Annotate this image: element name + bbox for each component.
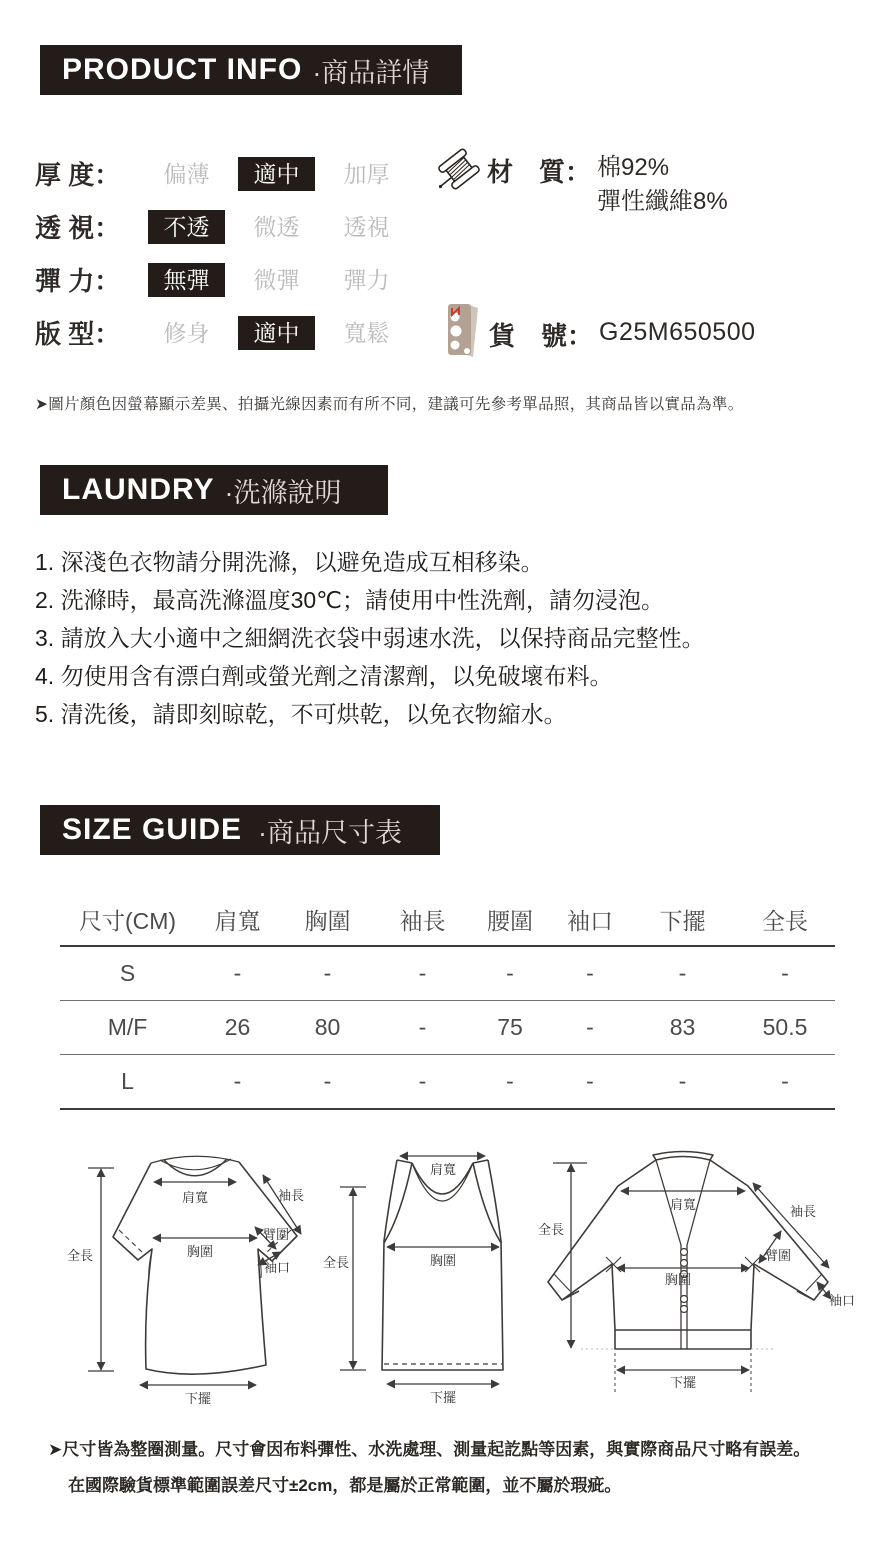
cardigan-cuff-label: 袖口 [829, 1293, 856, 1308]
tank-chest-label: 胸圍 [429, 1253, 457, 1268]
size-col-header: 尺寸(CM) [60, 893, 195, 946]
attr-option-selected: 適中 [238, 316, 315, 350]
cardigan-chest-label: 胸圍 [664, 1272, 692, 1287]
tshirt-hem-label: 下擺 [184, 1391, 212, 1406]
tank-hem-label: 下擺 [429, 1390, 457, 1405]
attr-option-selected: 不透 [148, 210, 225, 244]
attr-label-sheerness: 透 視： [35, 213, 121, 243]
tshirt-shoulder-label: 肩寬 [181, 1190, 209, 1205]
attr-label-fit: 版 型： [35, 319, 121, 349]
size-col-header: 下擺 [630, 893, 735, 946]
size-cell: - [280, 1055, 375, 1110]
clothing-tag-icon [443, 300, 483, 365]
size-guide-title-en: SIZE GUIDE [62, 813, 243, 846]
attr-option: 修身 [163, 319, 210, 346]
tshirt-arm-label: 臂圍 [263, 1227, 290, 1242]
material-line2: 彈性纖維8% [597, 188, 728, 215]
size-col-header: 腰圍 [470, 893, 550, 946]
size-cell: S [60, 946, 195, 1001]
attr-row-thickness [35, 147, 405, 200]
item-number-row [443, 300, 756, 365]
size-table-header-row [60, 893, 835, 946]
tshirt-cuff-label: 袖口 [264, 1260, 291, 1275]
size-col-header: 全長 [735, 893, 835, 946]
size-cell: 83 [630, 1001, 735, 1055]
size-col-header: 袖口 [550, 893, 630, 946]
attr-option: 寬鬆 [343, 319, 390, 346]
tshirt-measurement-diagram [55, 1138, 335, 1428]
size-cell: M/F [60, 1001, 195, 1055]
size-cell: - [375, 1001, 470, 1055]
size-disclaimer-line2: 在國際驗貨標準範圍誤差尺寸±2cm，都是屬於正常範圍，並不屬於瑕疵。 [68, 1476, 622, 1495]
attr-option-selected: 無彈 [148, 263, 225, 297]
laundry-instruction: 4. 勿使用含有漂白劑或螢光劑之清潔劑，以免破壞布料。 [35, 663, 613, 689]
tshirt-sleeve-label: 袖長 [278, 1188, 305, 1203]
size-cell: - [470, 1055, 550, 1110]
size-table-row-l [60, 1055, 835, 1110]
size-table-row-s [60, 946, 835, 1001]
cardigan-measurement-diagram [523, 1133, 858, 1433]
attr-option: 微透 [253, 213, 300, 240]
attr-option: 微彈 [253, 266, 300, 293]
size-col-header: 肩寬 [195, 893, 280, 946]
laundry-instruction-list [35, 543, 705, 733]
size-cell: - [630, 946, 735, 1001]
laundry-instruction: 3. 請放入大小適中之細網洗衣袋中弱速水洗，以保持商品完整性。 [35, 625, 705, 651]
tank-full-length-label: 全長 [323, 1255, 350, 1270]
laundry-instruction: 2. 洗滌時，最高洗滌溫度30℃；請使用中性洗劑，請勿浸泡。 [35, 587, 664, 613]
attribute-list [35, 147, 405, 359]
attr-option: 加厚 [343, 160, 390, 187]
tank-shoulder-label: 肩寬 [429, 1162, 457, 1177]
size-cell: - [735, 1055, 835, 1110]
attr-row-sheerness [35, 200, 405, 253]
attr-label-thickness: 厚 度： [35, 160, 121, 190]
laundry-title-zh: ·洗滌說明 [224, 477, 342, 508]
cardigan-arm-label: 臂圍 [765, 1248, 792, 1263]
size-cell: - [550, 1055, 630, 1110]
size-cell: - [550, 1001, 630, 1055]
laundry-instruction: 1. 深淺色衣物請分開洗滌，以避免造成互相移染。 [35, 549, 544, 575]
size-cell: - [470, 946, 550, 1001]
size-cell: 50.5 [735, 1001, 835, 1055]
attr-option-selected: 適中 [238, 157, 315, 191]
attr-row-stretch [35, 253, 405, 306]
product-info-title-en: PRODUCT INFO [62, 53, 303, 86]
thread-spool-icon [437, 148, 481, 197]
size-cell: 80 [280, 1001, 375, 1055]
size-table [60, 893, 835, 1110]
attr-option: 彈力 [343, 266, 390, 293]
size-cell: 75 [470, 1001, 550, 1055]
color-disclaimer-note: ➤圖片顏色因螢幕顯示差異、拍攝光線因素而有所不同，建議可先參考單品照，其商品皆以實品為準。 [35, 396, 744, 413]
product-info-title-zh: ·商品詳情 [312, 57, 430, 88]
laundry-title-en: LAUNDRY [62, 473, 215, 506]
size-guide-title-zh: ·商品尺寸表 [258, 817, 403, 848]
size-col-header: 胸圍 [280, 893, 375, 946]
tshirt-chest-label: 胸圍 [186, 1244, 214, 1259]
laundry-instruction: 5. 清洗後，請即刻晾乾，不可烘乾，以免衣物縮水。 [35, 701, 567, 727]
size-cell: 26 [195, 1001, 280, 1055]
size-cell: - [630, 1055, 735, 1110]
size-cell: L [60, 1055, 195, 1110]
item-number-value: G25M650500 [599, 318, 756, 346]
tshirt-full-length-label: 全長 [67, 1248, 94, 1263]
material-label: 材 質： [487, 157, 592, 187]
size-disclaimer-line1: ➤尺寸皆為整圈測量。尺寸會因布料彈性、水洗處理、測量起訖點等因素，與實際商品尺寸略有誤差。 [48, 1440, 811, 1459]
size-cell: - [735, 946, 835, 1001]
attr-option: 偏薄 [163, 160, 210, 187]
laundry-header [40, 465, 388, 515]
size-cell: - [375, 946, 470, 1001]
size-cell: - [195, 946, 280, 1001]
cardigan-hem-label: 下擺 [669, 1375, 697, 1390]
tank-top-measurement-diagram [318, 1140, 533, 1430]
size-col-header: 袖長 [375, 893, 470, 946]
size-table-row-mf [60, 1001, 835, 1055]
attr-row-fit [35, 306, 405, 359]
attr-option: 透視 [343, 213, 390, 240]
material-value [597, 151, 728, 219]
size-cell: - [195, 1055, 280, 1110]
size-cell: - [280, 946, 375, 1001]
product-info-header [40, 45, 462, 95]
cardigan-sleeve-label: 袖長 [790, 1204, 817, 1219]
size-disclaimer-note [48, 1432, 810, 1504]
attr-label-stretch: 彈 力： [35, 266, 121, 296]
size-guide-header [40, 805, 440, 855]
item-number-label: 貨 號： [489, 321, 594, 351]
material-row [437, 148, 728, 219]
material-line1: 棉92% [597, 154, 670, 181]
cardigan-full-length-label: 全長 [538, 1222, 565, 1237]
cardigan-shoulder-label: 肩寬 [669, 1197, 697, 1212]
size-cell: - [550, 946, 630, 1001]
size-cell: - [375, 1055, 470, 1110]
